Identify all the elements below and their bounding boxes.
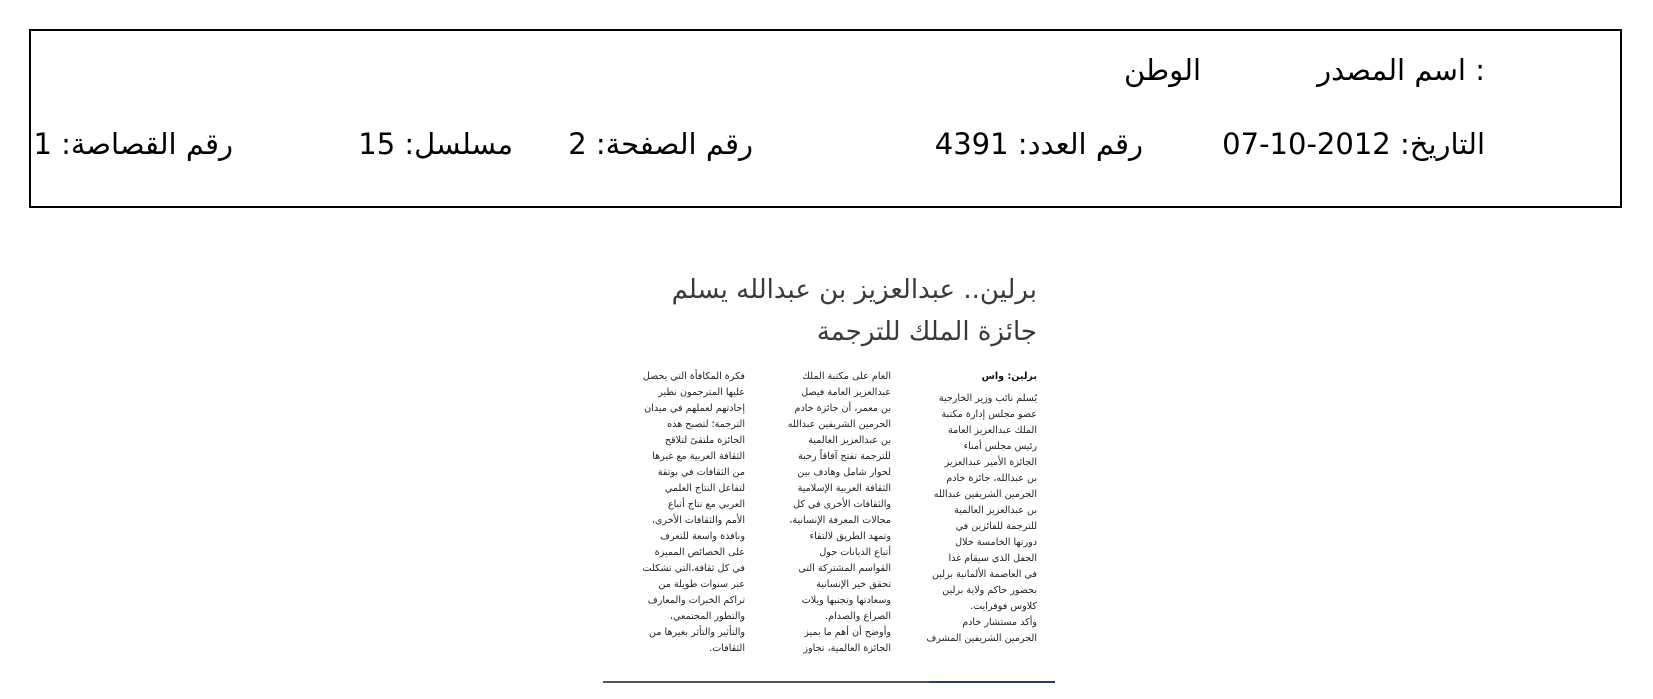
- column-1-line: بحضور حاكم ولاية برلين: [942, 585, 1037, 596]
- column-2-line: الثقافة العربية الإسلامية: [797, 483, 891, 494]
- column-1-lines: [905, 391, 1037, 647]
- column-3-line: الثقافات.: [709, 643, 745, 654]
- column-3-line: على الخصائص المميزة: [654, 547, 745, 558]
- article-column-2: [759, 369, 891, 657]
- column-1-line: عضو مجلس إدارة مكتبة: [941, 409, 1037, 420]
- column-2-line: وتمهد الطريق لالتقاء: [809, 531, 891, 542]
- article-column-1: [905, 369, 1037, 647]
- clipping-bottom-rule-accent: [929, 681, 1055, 683]
- column-3-line: الترجمة؛ لتصبح هذه: [667, 419, 745, 430]
- column-1-line: الحفل الذي سيقام غدا: [948, 553, 1037, 564]
- column-3-line: في كل ثقافة،التي تشكلت: [642, 563, 745, 574]
- source-label: اسم المصدر :: [1317, 53, 1485, 87]
- column-1-line: الجائزة الأمير عبدالعزيز: [944, 457, 1037, 468]
- date-field: التاريخ: 2012-10-07: [1222, 127, 1485, 161]
- serial-number-field: مسلسل: 15: [358, 127, 513, 161]
- article-headline-line-1: برلين.. عبدالعزيز بن عبدالله يسلم: [671, 275, 1037, 305]
- page-number-field: رقم الصفحة: 2: [568, 127, 753, 161]
- column-1-line: الملك عبدالعزيز العامة: [947, 425, 1037, 436]
- column-3-line: من الثقافات في بوتقة: [657, 467, 745, 478]
- column-3-line: والتطور المجتمعي،: [669, 611, 745, 622]
- column-1-line: كلاوس فوفرايت.: [970, 601, 1037, 612]
- column-1-line: في العاصمة الألمانية برلين: [931, 569, 1037, 580]
- column-2-line: تحقق خير الإنسانية: [816, 579, 891, 590]
- column-2-line: مجالات المعرفة الإنسانية،: [789, 515, 891, 526]
- article-byline: برلين: واس: [981, 371, 1037, 382]
- column-1-line: دورتها الخامسة خلال: [955, 537, 1037, 548]
- column-3-line: فكرة المكافأة التي يحصل: [642, 371, 745, 382]
- column-2-line: القواسم المشتركة التي: [798, 563, 891, 574]
- article-column-3: [613, 369, 745, 657]
- column-3-line: الجائزة ملتقىً لتلاقح: [664, 435, 745, 446]
- column-3-line: الثقافة العربية مع غيرها: [652, 451, 745, 462]
- source-value: الوطن: [1123, 53, 1201, 87]
- column-2-line: لحوار شامل وهادف بين: [797, 467, 891, 478]
- column-1-line: رئيس مجلس أمناء: [963, 441, 1037, 452]
- column-3-line: لتفاعل النتاج العلمي: [664, 483, 745, 494]
- column-1-line: وأكد مستشار خادم: [962, 617, 1037, 628]
- column-2-line: والثقافات الأخرى في كل: [793, 499, 891, 510]
- column-3-line: العربي مع نتاج أتباع: [667, 499, 745, 510]
- column-3-line: الأمم والثقافات الأخرى،: [651, 515, 745, 526]
- column-3-line: تراكم الخبرات والمعارف: [647, 595, 745, 606]
- column-3-line: ونافذة واسعة للتعرف: [660, 531, 745, 542]
- column-2-line: الجائزة العالمية، تجاوز: [803, 643, 891, 654]
- column-1-line: بن عبدالله، جائزة خادم: [946, 473, 1037, 484]
- issue-number-field: رقم العدد: 4391: [934, 127, 1143, 161]
- column-2-line: وسعادتها وتجنبها ويلات: [801, 595, 891, 606]
- column-1-line: بن عبدالعزيز العالمية: [954, 505, 1037, 516]
- column-1-line: يُسلم نائب وزير الخارجية: [938, 393, 1037, 404]
- column-3-line: عبر سنوات طويلة من: [658, 579, 745, 590]
- column-3-line: إجادتهم لعملهم في ميدان: [644, 403, 745, 414]
- column-2-line: بن عبدالعزيز العالمية: [808, 435, 891, 446]
- column-2-line: الحرمين الشريفين عبدالله: [787, 419, 891, 430]
- article-headline-line-2: جائزة الملك للترجمة: [816, 317, 1037, 347]
- column-2-line: أتباع الديانات حول: [819, 547, 891, 558]
- clipping-number-field: رقم القصاصة: 1: [33, 127, 233, 161]
- column-2-line: للترجمة تفتح آفاقاً رحبة: [798, 451, 891, 462]
- column-2-line: بن معمر، أن جائزة خادم: [794, 403, 891, 414]
- column-1-line: للترجمة للفائزين في: [955, 521, 1037, 532]
- column-3-line: عليها المترجمون نظير: [658, 387, 745, 398]
- column-2-line: الصراع والصدام.: [825, 611, 891, 622]
- column-2-line: وأوضح أن أهم ما يميز: [804, 627, 891, 638]
- column-1-line: الحرمين الشريفين المشرف: [926, 633, 1037, 644]
- clipping-bottom-rule: [603, 681, 929, 683]
- column-2-line: عبدالعزيز العامة فيصل: [801, 387, 891, 398]
- column-3-line: والتأثير والتأثر بغيرها من: [649, 627, 745, 638]
- column-1-line: الحرمين الشريفين عبدالله: [933, 489, 1037, 500]
- column-2-line: العام على مكتبة الملك: [802, 371, 891, 382]
- newspaper-clipping: [600, 265, 1055, 683]
